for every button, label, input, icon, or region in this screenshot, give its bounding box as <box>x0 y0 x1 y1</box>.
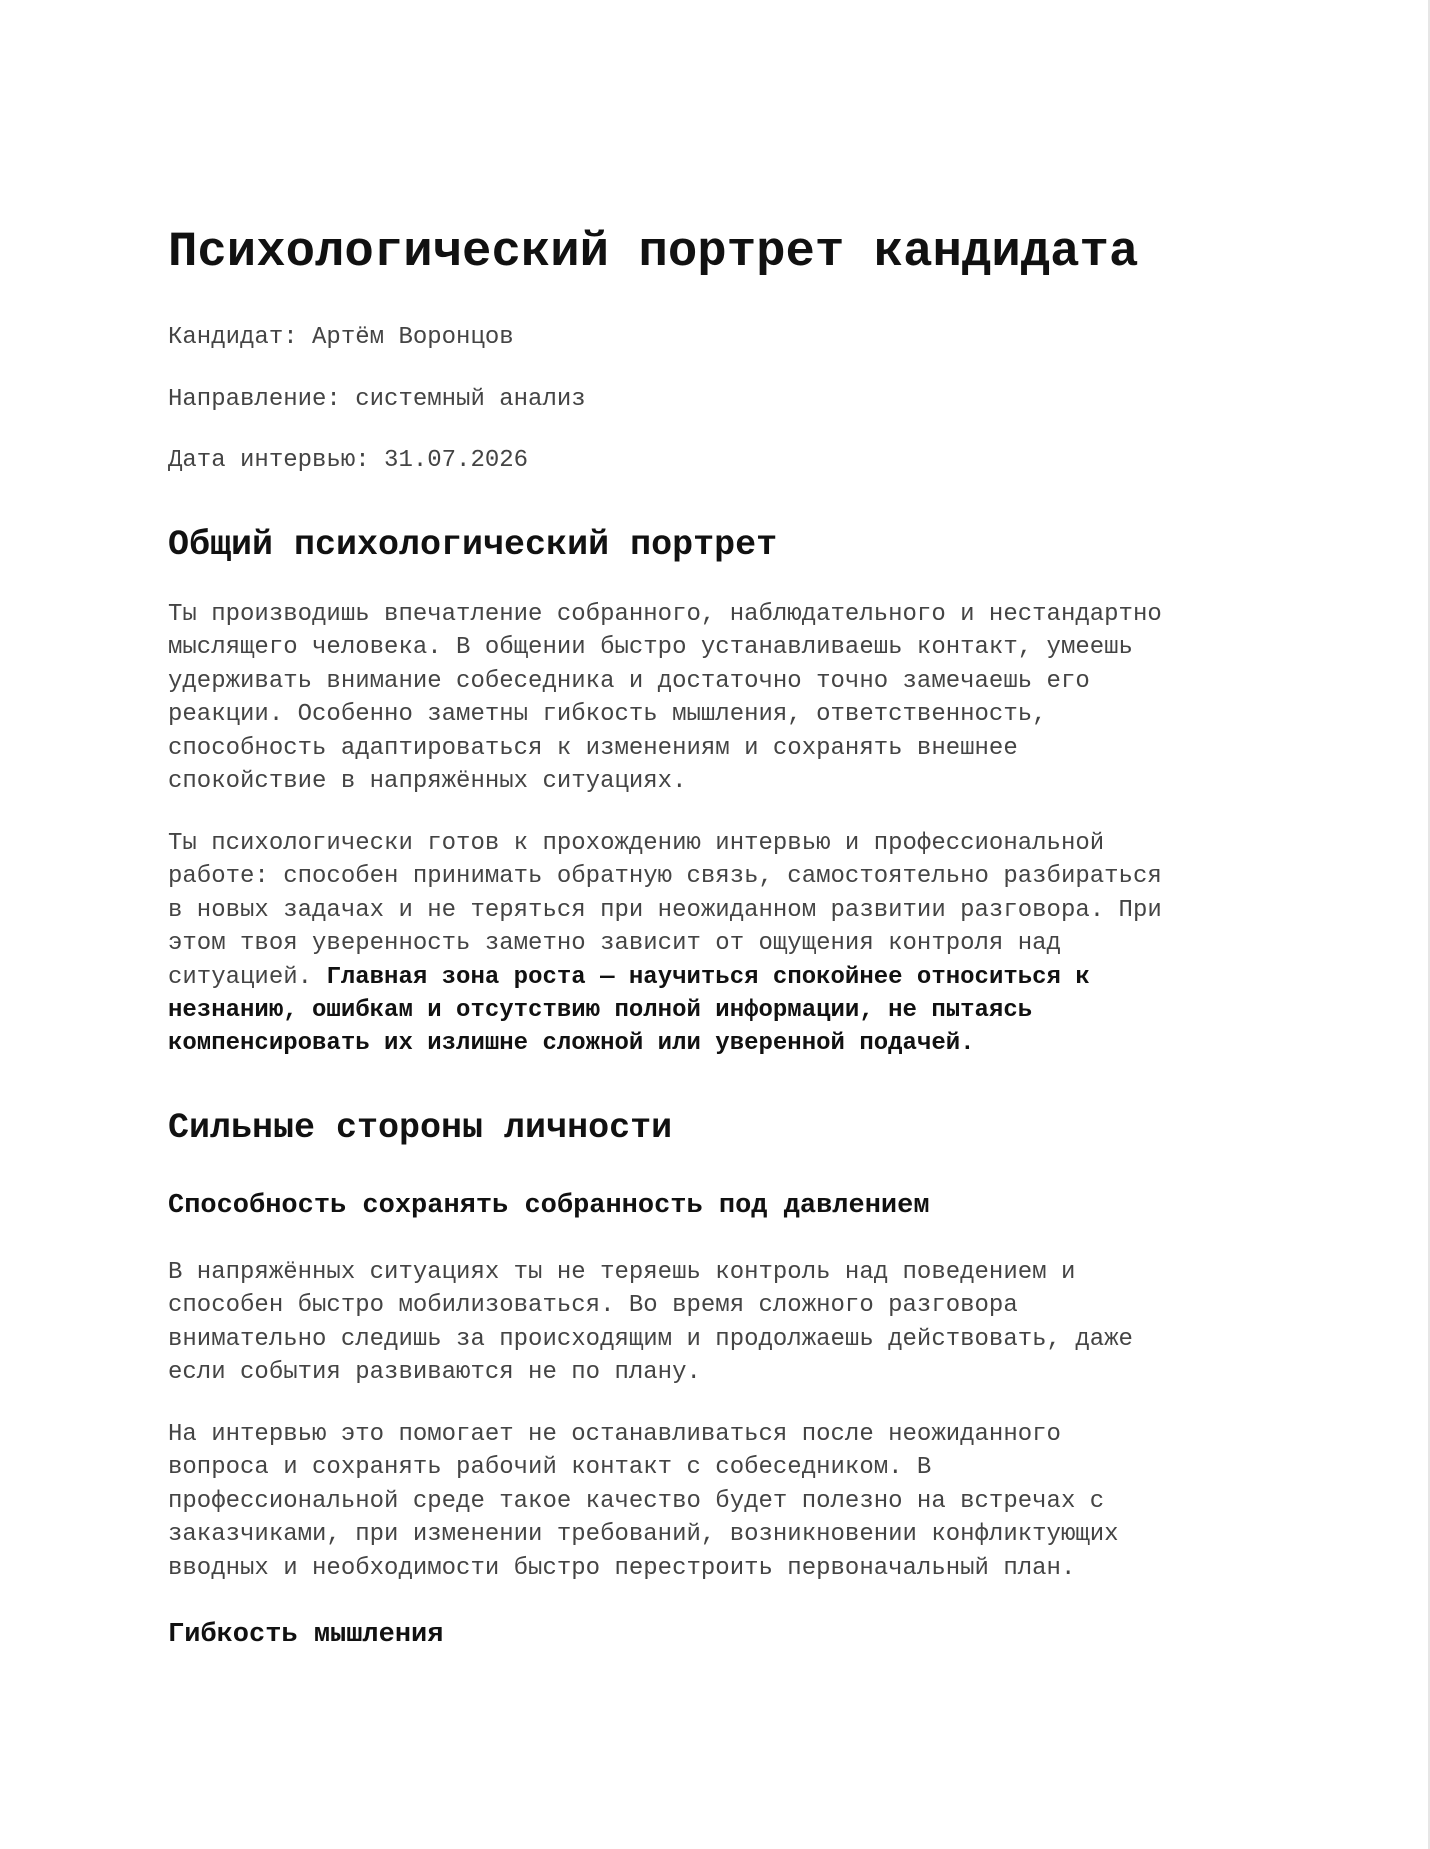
text-line: этом твоя уверенность заметно зависит от ощущения контроля над <box>168 930 1061 958</box>
growth-zone-highlight: компенсировать их излишне сложной или уверенной подачей. <box>168 1030 975 1058</box>
growth-zone-highlight: Главная зона роста — научиться спокойнее относиться к <box>326 963 1090 991</box>
text-line: внимательно следишь за происходящим и продолжаешь действовать, даже <box>168 1325 1133 1353</box>
text-line: удерживать внимание собеседника и достаточно точно замечаешь его <box>168 667 1090 695</box>
text-line: Ты производишь впечатление собранного, наблюдательного и нестандартно <box>168 601 1162 628</box>
subsection-heading-flexibility: Гибкость мышления <box>168 1620 444 1650</box>
text-line: заказчиками, при изменении требований, возникновении конфликтующих <box>168 1521 1119 1549</box>
subsection-heading-composure: Способность сохранять собранность под давлением <box>168 1191 930 1221</box>
general-paragraph-1 <box>168 598 1162 798</box>
text-line-mixed <box>168 961 1162 994</box>
text-line: В напряжённых ситуациях ты не теряешь контроль над поведением и <box>168 1259 1076 1286</box>
text-line: вводных и необходимости быстро перестроить первоначальный план. <box>168 1554 1076 1582</box>
section-heading-strengths: Сильные стороны личности <box>168 1108 673 1148</box>
text-line: вопроса и сохранять рабочий контакт с собеседником. В <box>168 1454 932 1482</box>
text-line: профессиональной среде такое качество будет полезно на встречах с <box>168 1487 1105 1515</box>
text-line: реакции. Особенно заметны гибкость мышления, ответственность, <box>168 701 1047 729</box>
composure-paragraph-2 <box>168 1418 1119 1585</box>
text-plain: ситуацией. <box>168 963 327 991</box>
growth-zone-highlight: незнанию, ошибкам и отсутствию полной информации, не пытаясь <box>168 997 1033 1025</box>
text-line: способность адаптироваться к изменениям и сохранять внешнее <box>168 734 1018 762</box>
section-heading-general: Общий психологический портрет <box>168 525 778 565</box>
candidate-direction: Направление: системный анализ <box>168 386 586 413</box>
general-paragraph-2 <box>168 827 1162 1061</box>
text-line: в новых задачах и не теряться при неожиданном развитии разговора. При <box>168 896 1162 924</box>
text-line: спокойствие в напряжённых ситуациях. <box>168 768 687 796</box>
page-title: Психологический портрет кандидата <box>168 224 1139 280</box>
text-line: Ты психологически готов к прохождению интервью и профессиональной <box>168 830 1105 857</box>
interview-date: Дата интервью: 31.07.2026 <box>168 447 529 474</box>
text-line: На интервью это помогает не останавливаться после неожиданного <box>168 1421 1061 1448</box>
text-line: мыслящего человека. В общении быстро устанавливаешь контакт, умеешь <box>168 634 1133 662</box>
composure-paragraph-1 <box>168 1256 1133 1390</box>
text-line: способен быстро мобилизоваться. Во время сложного разговора <box>168 1292 1018 1320</box>
candidate-name: Кандидат: Артём Воронцов <box>168 324 514 351</box>
text-line: работе: способен принимать обратную связь, самостоятельно разбираться <box>168 863 1162 891</box>
text-line: если события развиваются не по плану. <box>168 1359 701 1387</box>
